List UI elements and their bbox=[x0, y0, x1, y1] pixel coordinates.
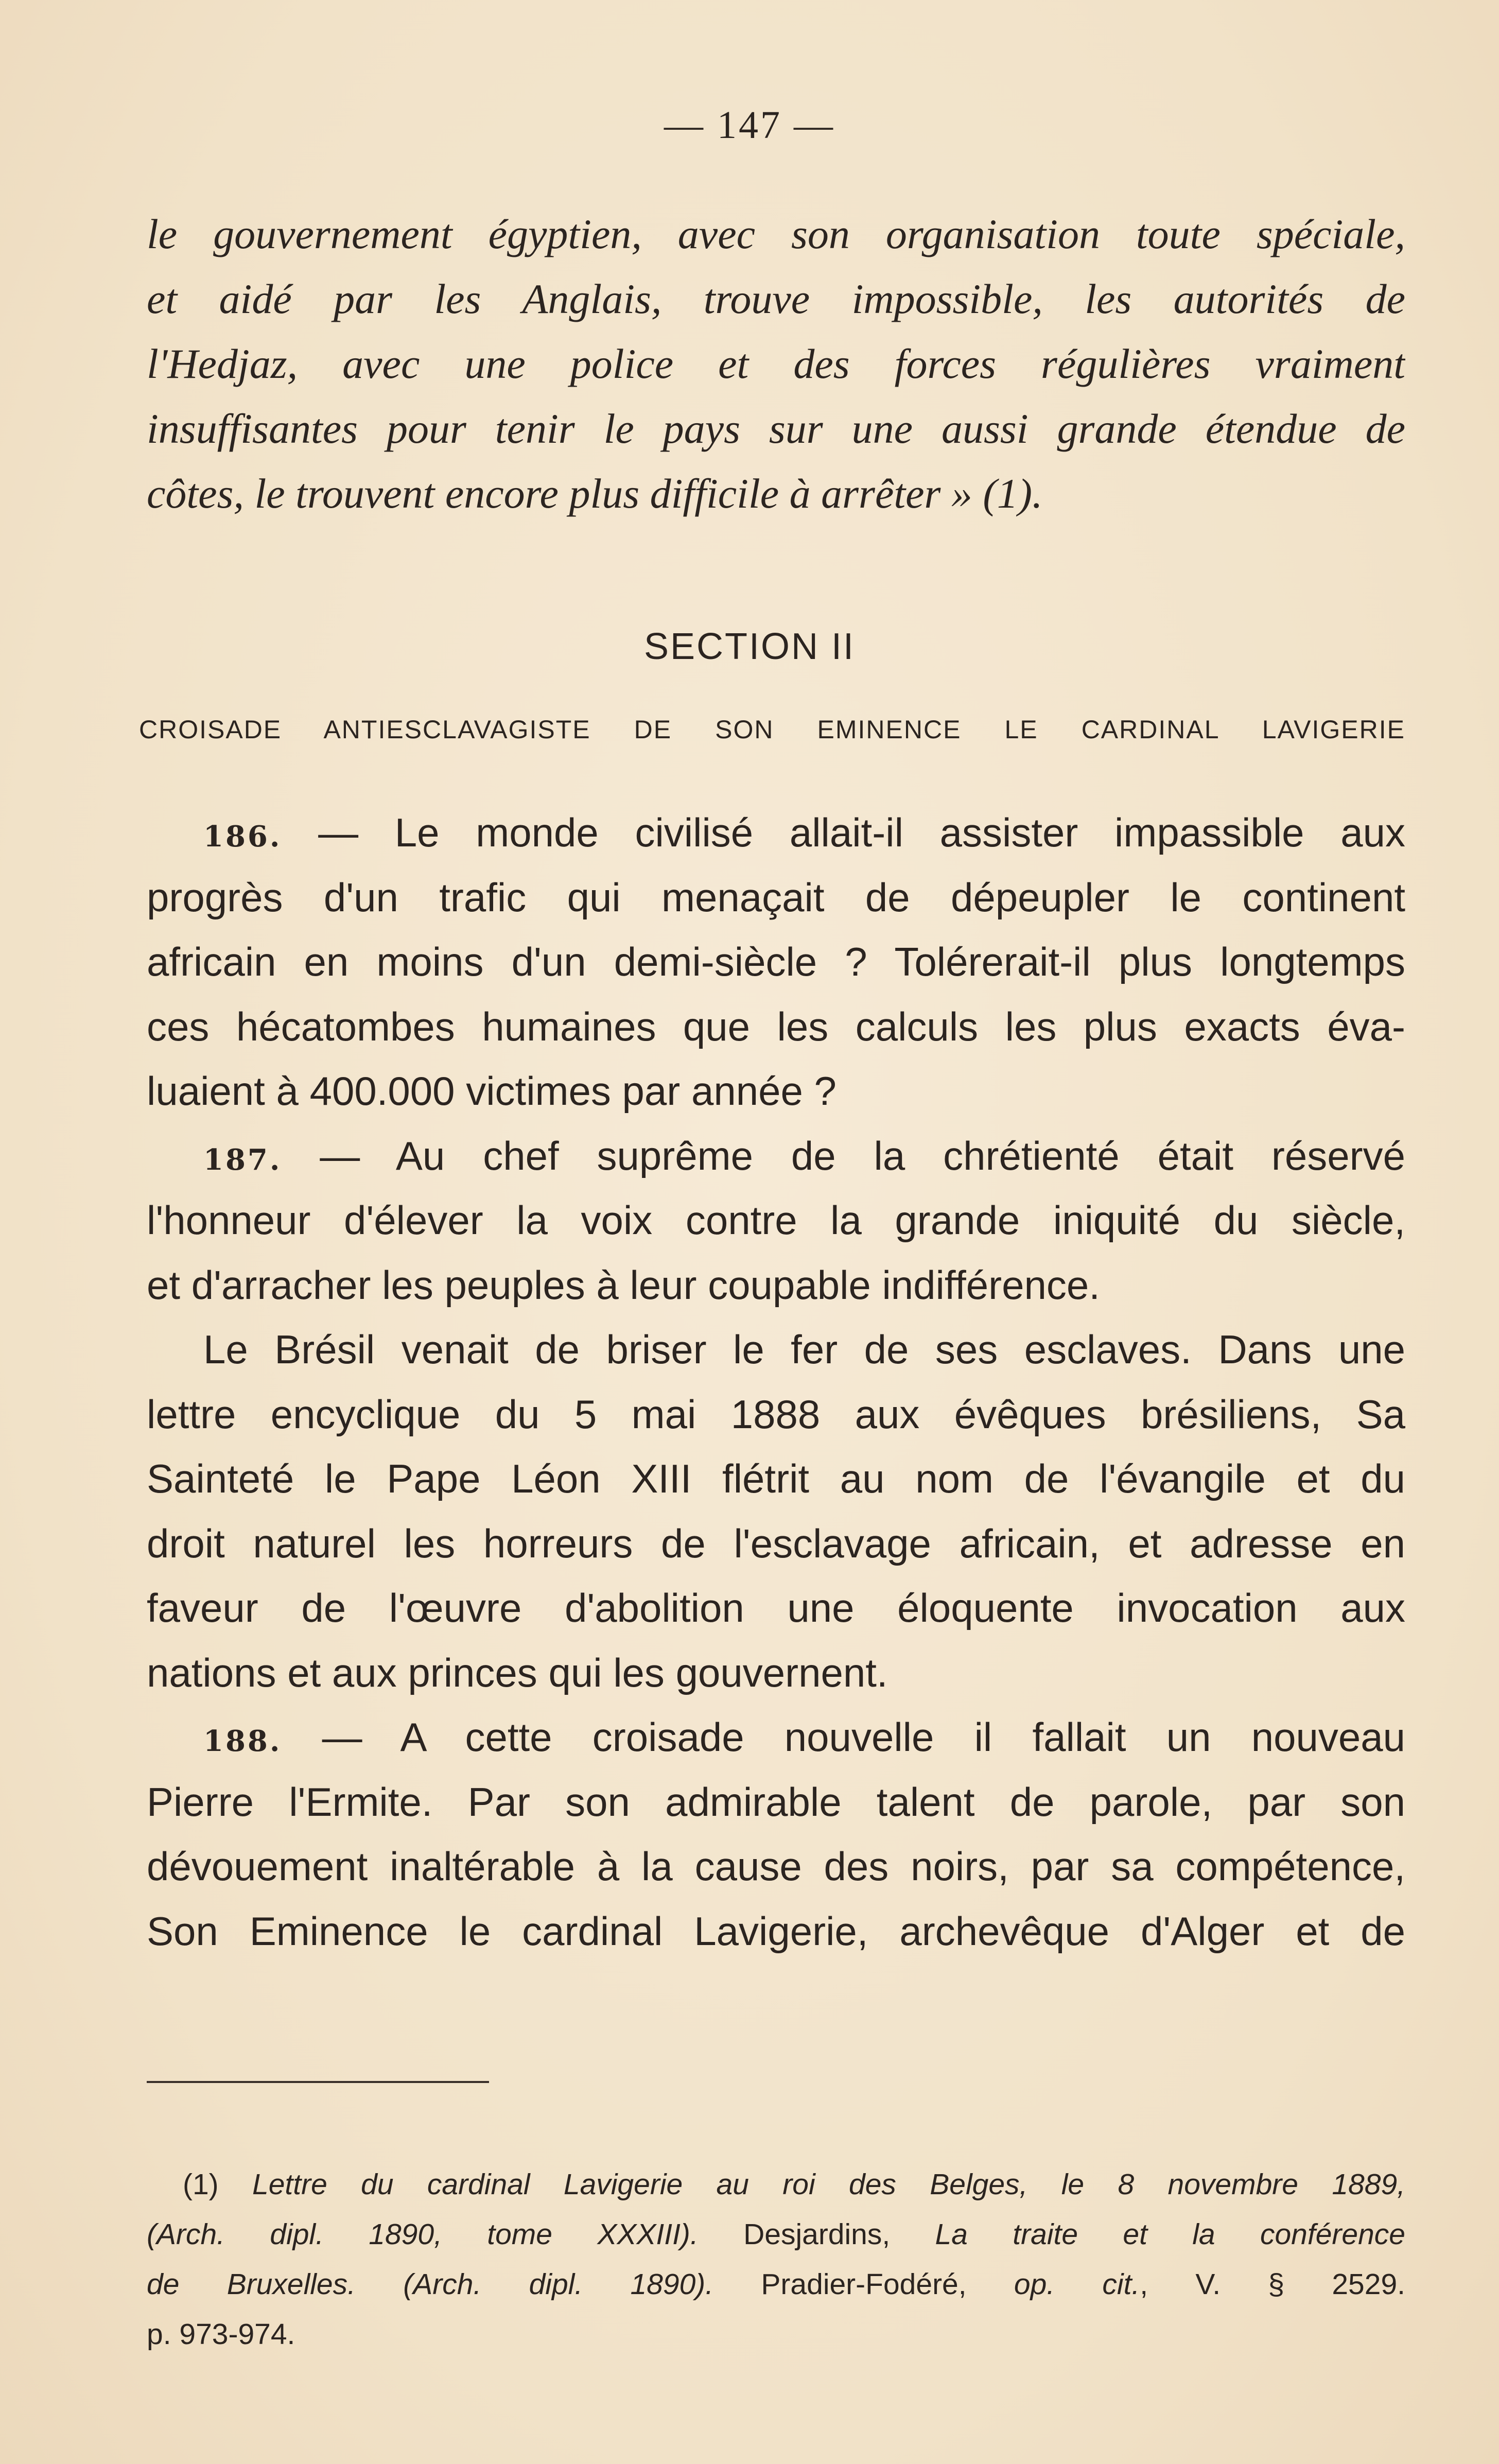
text-line: Le Brésil venait de briser le fer de ses esclaves. Dans une bbox=[203, 1327, 1405, 1372]
text-line: côtes, le trouvent encore plus difficile à arrêter » (1). bbox=[147, 470, 1043, 517]
text-line: et d'arracher les peuples à leur coupable indifférence. bbox=[147, 1262, 1100, 1308]
text-line: Pierre l'Ermite. Par son admirable talent de parole, par son bbox=[147, 1779, 1405, 1825]
text-run: Desjardins, bbox=[698, 2218, 935, 2251]
footnote-line bbox=[147, 2160, 1405, 2210]
paragraph-186-first-line bbox=[147, 801, 1405, 865]
text-line: Son Eminence le cardinal Lavigerie, archevêque d'Alger et de bbox=[147, 1908, 1405, 1954]
section-title: SECTION II bbox=[643, 626, 856, 667]
text-line: droit naturel les horreurs de l'esclavage africain, et adresse en bbox=[147, 1520, 1405, 1566]
text-line: dévouement inaltérable à la cause des noirs, par sa compétence, bbox=[147, 1844, 1405, 1889]
text-line: africain en moins d'un demi-siècle ? Tolérerait-il plus longtemps bbox=[147, 939, 1405, 984]
text-run: (Arch. dipl. 1890, tome XXXIII). bbox=[147, 2218, 699, 2251]
text-line: nations et aux princes qui les gouvernent. bbox=[147, 1650, 888, 1695]
text-run: Pradier-Fodéré, bbox=[713, 2268, 1014, 2301]
section-body bbox=[147, 801, 1405, 1964]
text-line: progrès d'un trafic qui menaçait de dépeupler le continent bbox=[147, 874, 1405, 920]
text-line: luaient à 400.000 victimes par année ? bbox=[147, 1068, 836, 1114]
text-line: insuffisantes pour tenir le pays sur une aussi grande étendue de bbox=[147, 405, 1405, 452]
paragraph-number: 186. bbox=[203, 820, 282, 854]
footnote-rule bbox=[147, 2081, 489, 2083]
footnotes bbox=[147, 2160, 1405, 2359]
footnote-line bbox=[147, 2260, 1405, 2310]
footnote-line bbox=[147, 2210, 1405, 2260]
text-run: op. cit. bbox=[1014, 2268, 1140, 2301]
text-line: l'honneur d'élever la voix contre la grande iniquité du siècle, bbox=[147, 1198, 1405, 1243]
text-line: lettre encyclique du 5 mai 1888 aux évêques brésiliens, Sa bbox=[147, 1391, 1405, 1437]
page-number: — 147 — bbox=[664, 103, 835, 147]
text-run: , V. § 2529. bbox=[1140, 2268, 1405, 2301]
text-line: et aidé par les Anglais, trouve impossible, les autorités de bbox=[147, 275, 1405, 322]
text-line: ces hécatombes humaines que les calculs les plus exacts éva- bbox=[147, 1003, 1405, 1049]
text-run: de Bruxelles. (Arch. dipl. 1890). bbox=[147, 2268, 714, 2301]
paragraph-188-first-line bbox=[147, 1705, 1405, 1770]
text-run: — Au chef suprême de la chrétienté était réservé bbox=[320, 1133, 1405, 1178]
text-line: l'Hedjaz, avec une police et des forces régulières vraiment bbox=[147, 340, 1405, 387]
paragraph-number: 187. bbox=[203, 1142, 282, 1177]
text-run: — A cette croisade nouvelle il fallait un nouveau bbox=[322, 1714, 1405, 1760]
paragraph-number: 188. bbox=[203, 1724, 282, 1758]
text-run: — Le monde civilisé allait-il assister impassible aux bbox=[318, 810, 1405, 855]
text-run: Lettre du cardinal Lavigerie au roi des Belges, le 8 novembre 1889, bbox=[252, 2168, 1405, 2201]
text-line: Sainteté le Pape Léon XIII flétrit au nom de l'évangile et du bbox=[147, 1456, 1405, 1501]
footnote-line: p. 973-974. bbox=[147, 2318, 295, 2351]
text-line: le gouvernement égyptien, avec son organisation toute spéciale, bbox=[147, 211, 1405, 257]
intro-quote bbox=[147, 202, 1405, 526]
paragraph-187-first-line bbox=[147, 1124, 1405, 1189]
footnote-marker: (1) bbox=[183, 2168, 219, 2201]
text-run: La traite et la conférence bbox=[935, 2218, 1405, 2251]
text-line: faveur de l'œuvre d'abolition une éloquente invocation aux bbox=[147, 1585, 1405, 1630]
section-subtitle: CROISADE ANTIESCLAVAGISTE DE SON EMINENCE LE CARDINAL LAVIGERIE bbox=[139, 715, 1405, 744]
